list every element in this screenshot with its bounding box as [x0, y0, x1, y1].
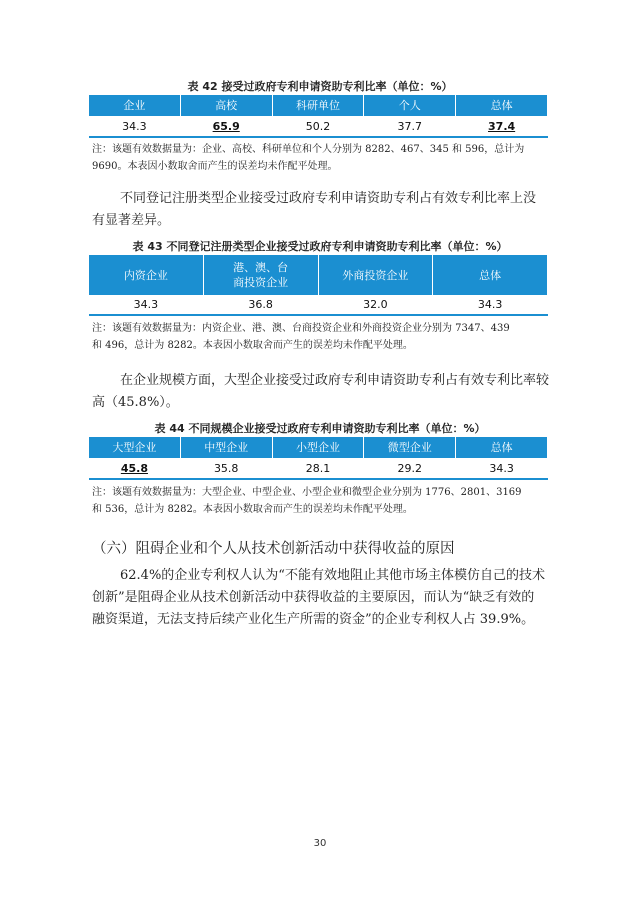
table42-cell: 37.7 [364, 116, 456, 137]
table42-note-line: 注：该题有效数据量为：企业、高校、科研单位和个人分别为 8282、467、345 和 596，总计为 [92, 144, 525, 155]
table44-cell: 45.8 [89, 458, 181, 479]
table43-note-line: 和 496，总计为 8282。本表因小数取舍而产生的误差均未作配平处理。 [92, 340, 413, 351]
table43-cell: 34.3 [433, 295, 548, 315]
table42-header-research: 科研单位 [272, 95, 364, 116]
table43-header-hmt-line1: 港、澳、台 [233, 261, 289, 274]
table43-cell: 34.3 [89, 295, 204, 315]
table44-note-line: 注：该题有效数据量为：大型企业、中型企业、小型企业和微型企业分别为 1776、2801、3169 [92, 487, 522, 498]
table43-note [92, 320, 562, 354]
table43-header-hmt-line2: 商投资企业 [233, 276, 289, 289]
paragraph-line: 在企业规模方面，大型企业接受过政府专利申请资助专利占有效专利比率较 [120, 373, 550, 388]
table44-header-micro: 微型企业 [364, 437, 456, 458]
paragraph-line: 融资渠道，无法支持后续产业化生产所需的资金”的企业专利权人占 39.9%。 [92, 612, 535, 627]
paragraph-registration-types [92, 188, 562, 232]
paragraph-enterprise-size [92, 370, 562, 414]
table42-cell: 34.3 [89, 116, 181, 137]
paragraph-line: 62.4%的企业专利权人认为“不能有效地阻止其他市场主体模仿自己的技术 [120, 568, 545, 583]
table42-cell: 50.2 [272, 116, 364, 137]
table43-caption: 表 43 不同登记注册类型企业接受过政府专利申请资助专利比率（单位：%） [132, 240, 508, 253]
table44-cell: 28.1 [272, 458, 364, 479]
table44-cell: 35.8 [180, 458, 272, 479]
table42-header-overall: 总体 [456, 95, 548, 116]
table43 [88, 255, 548, 316]
table44-header-large: 大型企业 [89, 437, 181, 458]
table43-header-overall: 总体 [433, 255, 548, 295]
table43-note-line: 注：该题有效数据量为：内资企业、港、澳、台商投资企业和外商投资企业分别为 7347、439 [92, 323, 510, 334]
table43-header-hk-macao-taiwan [203, 255, 318, 295]
table44-cell: 34.3 [456, 458, 548, 479]
table43-header-foreign: 外商投资企业 [318, 255, 433, 295]
table44-header-small: 小型企业 [272, 437, 364, 458]
paragraph-line: 不同登记注册类型企业接受过政府专利申请资助专利占有效专利比率上没 [120, 191, 537, 206]
table42-note [92, 141, 562, 175]
table42-cell: 65.9 [180, 116, 272, 137]
table43-cell: 32.0 [318, 295, 433, 315]
table44-cell: 29.2 [364, 458, 456, 479]
table42-note-line: 9690。本表因小数取舍而产生的误差均未作配平处理。 [92, 161, 338, 172]
table44-note-line: 和 536，总计为 8282。本表因小数取舍而产生的误差均未作配平处理。 [92, 504, 413, 515]
table44-header-medium: 中型企业 [180, 437, 272, 458]
table44-note [92, 484, 562, 518]
table42-header-enterprise: 企业 [89, 95, 181, 116]
table44-header-overall: 总体 [456, 437, 548, 458]
table42-cell: 37.4 [456, 116, 548, 137]
table43-cell: 36.8 [203, 295, 318, 315]
table42-header-university: 高校 [180, 95, 272, 116]
table42-caption: 表 42 接受过政府专利申请资助专利比率（单位：%） [187, 80, 453, 93]
section-heading: （六）阻碍企业和个人从技术创新活动中获得收益的原因 [92, 541, 455, 557]
table43-header-domestic: 内资企业 [89, 255, 204, 295]
table44 [88, 437, 548, 480]
paragraph-line: 高（45.8%）。 [92, 395, 179, 410]
paragraph-line: 有显著差异。 [92, 213, 171, 228]
table42-header-individual: 个人 [364, 95, 456, 116]
page-number: 30 [313, 838, 327, 849]
table44-caption: 表 44 不同规模企业接受过政府专利申请资助专利比率（单位：%） [154, 422, 486, 435]
paragraph-obstacles [92, 565, 562, 631]
table42 [88, 95, 548, 138]
paragraph-line: 创新”是阻碍企业从技术创新活动中获得收益的主要原因，而认为“缺乏有效的 [92, 590, 535, 605]
